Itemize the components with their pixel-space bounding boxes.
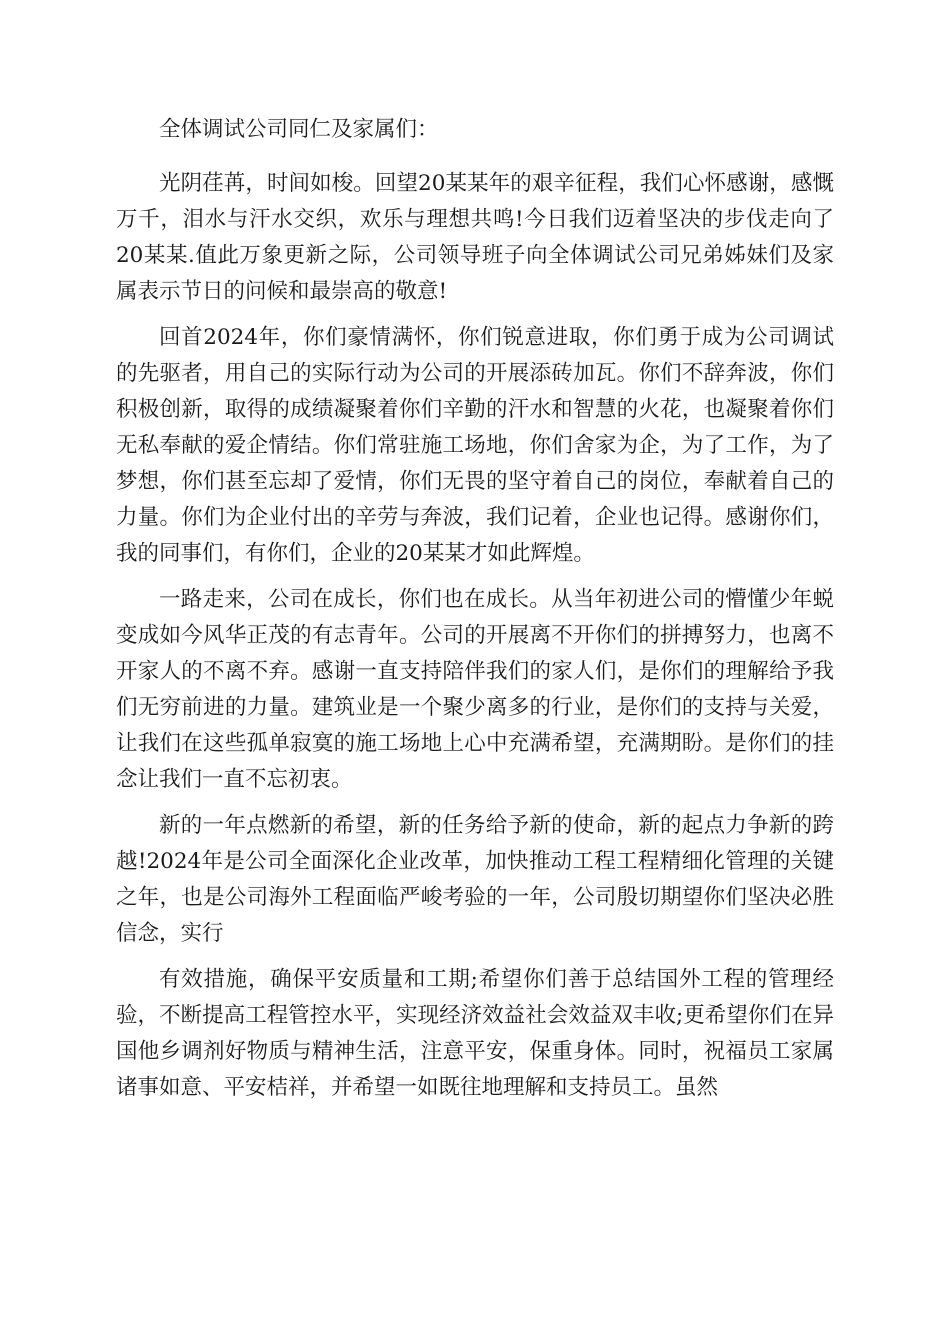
salutation: 全体调试公司同仁及家属们： [159, 117, 439, 142]
letter-body [116, 112, 834, 1116]
paragraph-expectations: 有效措施，确保平安质量和工期;希望你们善于总结国外工程的管理经验，不断提高工程管控水平，实现经济效益社会效益双丰收;更希望你们在异国他乡调剂好物质与精神生活，注意平安，保重身体。同时，祝福员工家属诸事如意、平安桔祥，并希望一如既往地理解和支持员工。虽然 [116, 967, 834, 1100]
paragraph-new-year: 新的一年点燃新的希望，新的任务给予新的使命，新的起点力争新的跨越!2024年是公司全面深化企业改革，加快推动工程工程精细化管理的关键之年，也是公司海外工程面临严峻考验的一年，公司殷切期望你们坚决必胜信念，实行 [116, 813, 834, 946]
paragraph-reflection: 光阴荏苒，时间如梭。回望20某某年的艰辛征程，我们心怀感谢，感慨万千，泪水与汗水交织，欢乐与理想共鸣!今日我们迈着坚决的步伐走向了20某某.值此万象更新之际，公司领导班子向全体调试公司兄弟姊妹们及家属表示节日的问候和最崇高的敬意! [116, 171, 834, 304]
paragraph-growth: 一路走来，公司在成长，你们也在成长。从当年初进公司的懵懂少年蜕变成如今风华正茂的有志青年。公司的开展离不开你们的拼搏努力，也离不开家人的不离不弃。感谢一直支持陪伴我们的家人们，是你们的理解给予我们无穷前进的力量。建筑业是一个聚少离多的行业，是你们的支持与关爱，让我们在这些孤单寂寞的施工场地上心中充满希望，充满期盼。是你们的挂念让我们一直不忘初衷。 [116, 587, 834, 792]
paragraph-review-2024: 回首2024年，你们豪情满怀，你们锐意进取，你们勇于成为公司调试的先驱者，用自己的实际行动为公司的开展添砖加瓦。你们不辞奔波，你们积极创新，取得的成绩凝聚着你们辛勤的汗水和智慧的火花，也凝聚着你们无私奉献的爱企情结。你们常驻施工场地，你们舍家为企，为了工作，为了梦想，你们甚至忘却了爱情，你们无畏的坚守着自己的岗位，奉献着自己的力量。你们为企业付出的辛劳与奔波，我们记着，企业也记得。感谢你们，我的同事们，有你们，企业的20某某才如此辉煌。 [116, 325, 834, 566]
